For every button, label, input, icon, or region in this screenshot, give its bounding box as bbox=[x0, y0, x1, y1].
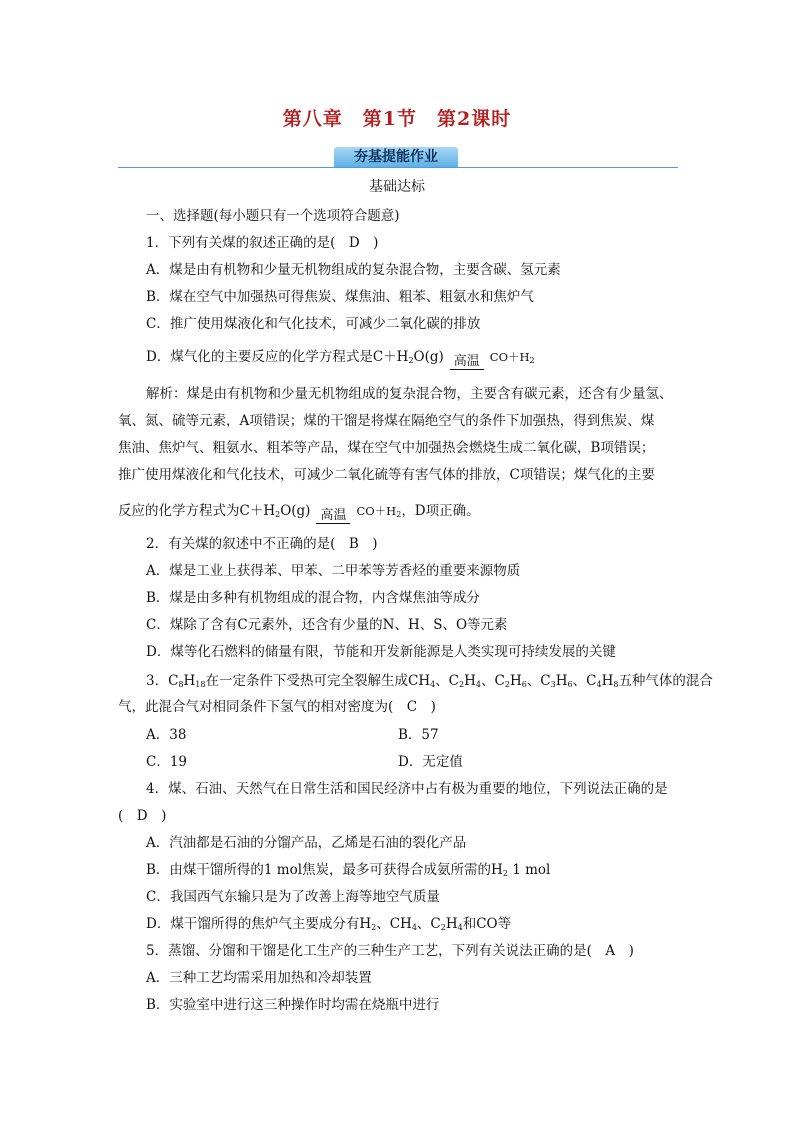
q3-stem-line2: 气，此混合气对相同条件下氢气的相对密度为( C ) bbox=[118, 699, 436, 715]
q1-analysis-5-end: ，D项正确。 bbox=[401, 503, 480, 519]
q2-option-a: A．煤是工业上获得苯、甲苯、二甲苯等芳香烃的重要来源物质 bbox=[146, 563, 521, 579]
subtitle: 基础达标 bbox=[369, 179, 425, 195]
section-title: 一、选择题(每小题只有一个选项符合题意) bbox=[146, 208, 400, 224]
section-label: 第1节 bbox=[362, 108, 417, 130]
q1-analysis-5: 反应的化学方程式为$C+H_2O(g)$ 高温 $CO+H_2$，D项正确。 bbox=[118, 503, 480, 523]
q2-option-c: C．煤除了含有C元素外，还含有少量的N、H、S、O等元素 bbox=[146, 617, 508, 633]
q3-option-b: B．57 bbox=[398, 727, 439, 743]
q1-analysis-3: 焦油、焦炉气、粗氨水、粗苯等产品，煤在空气中加强热会燃烧生成二氧化碳，B项错误； bbox=[118, 440, 655, 456]
q1-option-c: C．推广使用煤液化和气化技术，可减少二氧化碳的排放 bbox=[146, 316, 481, 332]
q4-option-b: B．由煤干馏所得的1 mol焦炭，最多可获得合成氨所需的$H_2$ 1 mol bbox=[146, 862, 551, 878]
q4-option-c: C．我国西气东输只是为了改善上海等地空气质量 bbox=[146, 889, 440, 905]
q1-analysis-5-formula: O(g) bbox=[280, 503, 311, 519]
q5-option-b: B．实验室中进行这三种操作时均需在烧瓶中进行 bbox=[146, 997, 440, 1013]
q1-option-d: D．煤气化的主要反应的化学方程式是$C+H_2O(g)$ 高温 $CO+H_2$ bbox=[146, 349, 535, 369]
q3-option-c: C．19 bbox=[146, 754, 188, 770]
q1-d-formula: O(g) bbox=[413, 349, 444, 365]
q5-stem: 5．蒸馏、分馏和干馏是化工生产的三种生产工艺，下列有关说法正确的是( A ) bbox=[146, 943, 634, 959]
q2-option-b: B．煤是由多种有机物组成的混合物，内含煤焦油等成分 bbox=[146, 590, 480, 606]
q4-stem: 4．煤、石油、天然气在日常生活和国民经济中占有极为重要的地位，下列说法正确的是 bbox=[146, 781, 668, 797]
q1-analysis-5-text: 反应的化学方程式为C＋H bbox=[118, 503, 276, 519]
homework-banner: 夯基提能作业 bbox=[334, 147, 458, 167]
page-title bbox=[0, 104, 794, 131]
reaction-condition-2: 高温 bbox=[316, 509, 350, 524]
q4-option-a: A．汽油都是石油的分馏产品，乙烯是石油的裂化产品 bbox=[146, 835, 467, 851]
reaction-condition: 高温 bbox=[450, 355, 484, 370]
q1-stem: 1．下列有关煤的叙述正确的是( D ) bbox=[146, 235, 379, 251]
q1-option-a: A．煤是由有机物和少量无机物组成的复杂混合物，主要含碳、氢元素 bbox=[146, 262, 561, 278]
chapter-label: 第八章 bbox=[282, 108, 343, 130]
q2-stem: 2．有关煤的叙述中不正确的是( B ) bbox=[146, 536, 378, 552]
q1-d-product: CO＋H bbox=[489, 350, 530, 364]
header-divider bbox=[118, 167, 678, 168]
q2-option-d: D．煤等化石燃料的储量有限，节能和开发新能源是人类实现可持续发展的关键 bbox=[146, 644, 616, 660]
q3-option-d: D．无定值 bbox=[398, 754, 463, 770]
q4-answer: ( D ) bbox=[118, 808, 167, 824]
q1-analysis-1: 解析：煤是由有机物和少量无机物组成的复杂混合物，主要含有碳元素，还含有少量氢、 bbox=[146, 386, 673, 402]
q1-analysis-2: 氧、氮、硫等元素，A项错误；煤的干馏是将煤在隔绝空气的条件下加强热，得到焦炭、煤 bbox=[118, 413, 655, 429]
q1-d-text: D．煤气化的主要反应的化学方程式是C＋H bbox=[146, 349, 409, 365]
q1-analysis-5-product: CO＋H bbox=[356, 504, 397, 518]
q3-stem: 3．$C_8H_{18}$在一定条件下受热可完全裂解生成$CH_4$、$C_2H_4$、$C_2H_6$、$C_3H_6$、$C_4H_8$五种气体的混合 bbox=[146, 673, 713, 689]
q1-analysis-4: 推广使用煤液化和气化技术，可减少二氧化硫等有害气体的排放，C项错误；煤气化的主要 bbox=[118, 467, 655, 483]
q5-option-a: A．三种工艺均需采用加热和冷却装置 bbox=[146, 970, 372, 986]
q4-option-d: D．煤干馏所得的焦炉气主要成分有$H_2$、$CH_4$、$C_2H_4$和CO等 bbox=[146, 916, 512, 932]
lesson-label: 第2课时 bbox=[437, 108, 512, 130]
q1-option-b: B．煤在空气中加强热可得焦炭、煤焦油、粗苯、粗氨水和焦炉气 bbox=[146, 289, 534, 305]
q3-option-a: A．38 bbox=[146, 727, 187, 743]
